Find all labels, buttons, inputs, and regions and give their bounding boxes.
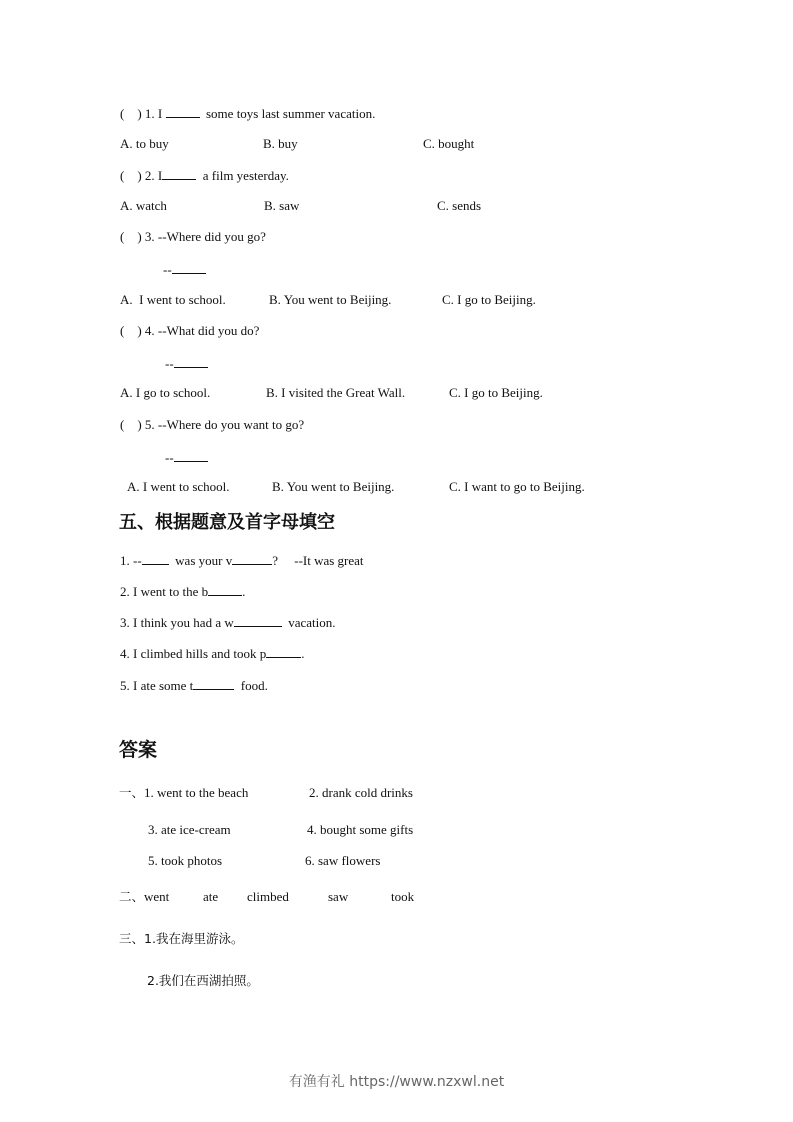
answers-part-1-label: 一、 bbox=[119, 785, 145, 800]
answer-blank[interactable] bbox=[266, 645, 301, 658]
question-1-stem: ( ) 1. I bbox=[120, 106, 166, 121]
answer-item: 6. saw flowers bbox=[305, 853, 381, 868]
fill-item-1 bbox=[120, 552, 364, 569]
question-4: ( ) 4. --What did you do? bbox=[120, 323, 260, 338]
answer-item: 1.我在海里游泳。 bbox=[144, 931, 244, 946]
question-5-reply bbox=[165, 449, 208, 466]
question-2-rest: a film yesterday. bbox=[196, 168, 289, 183]
section-5-title: 五、根据题意及首字母填空 bbox=[119, 512, 335, 533]
question-2 bbox=[120, 167, 289, 184]
answer-item: 3. ate ice-cream bbox=[148, 822, 231, 837]
q4-option-a: A. I go to school. bbox=[120, 385, 211, 400]
q3-option-c: C. I go to Beijing. bbox=[442, 292, 536, 307]
fill-item-2 bbox=[120, 583, 245, 600]
answer-item: 2.我们在西湖拍照。 bbox=[147, 973, 259, 988]
answer-blank[interactable] bbox=[193, 677, 234, 690]
answer-item: 5. took photos bbox=[148, 853, 223, 868]
question-1 bbox=[120, 105, 375, 122]
q2-option-c: C. sends bbox=[437, 198, 482, 213]
q3-option-b: B. You went to Beijing. bbox=[269, 292, 392, 307]
fill-item-text: ? --It was great bbox=[272, 553, 364, 568]
answer-blank[interactable] bbox=[166, 105, 200, 118]
answer-blank[interactable] bbox=[172, 261, 206, 274]
question-3: ( ) 3. --Where did you go? bbox=[120, 229, 266, 244]
answers-part-2 bbox=[119, 889, 169, 905]
answer-blank[interactable] bbox=[234, 614, 282, 627]
answers-part-3-label: 三、 bbox=[119, 931, 145, 946]
answer-blank[interactable] bbox=[174, 449, 208, 462]
question-1-rest: some toys last summer vacation. bbox=[199, 106, 376, 121]
q1-option-c: C. bought bbox=[423, 136, 475, 151]
answers-part-3-row-1 bbox=[119, 931, 243, 947]
fill-item-text: . bbox=[242, 584, 246, 599]
answer-blank[interactable] bbox=[232, 552, 272, 565]
fill-item-4 bbox=[120, 645, 304, 662]
answers-part-1-row-1 bbox=[119, 785, 248, 801]
q4-option-c: C. I go to Beijing. bbox=[449, 385, 543, 400]
answer-blank[interactable] bbox=[142, 552, 169, 565]
answer-word: ate bbox=[203, 889, 219, 904]
footer-watermark: 有渔有礼 https://www.nzxwl.net bbox=[288, 1074, 505, 1090]
answer-blank[interactable] bbox=[174, 355, 208, 368]
q5-option-b: B. You went to Beijing. bbox=[272, 479, 395, 494]
answers-part-2-label: 二、 bbox=[119, 889, 145, 904]
fill-item-5 bbox=[120, 677, 268, 694]
question-4-reply bbox=[165, 355, 208, 372]
reply-dash: -- bbox=[165, 450, 174, 465]
question-3-reply bbox=[163, 261, 206, 278]
q1-option-a: A. to buy bbox=[120, 136, 169, 151]
fill-item-text: 1. -- bbox=[120, 553, 142, 568]
reply-dash: -- bbox=[163, 262, 172, 277]
q1-option-b: B. buy bbox=[263, 136, 298, 151]
q4-option-b: B. I visited the Great Wall. bbox=[266, 385, 406, 400]
fill-item-text: 5. I ate some t bbox=[120, 678, 194, 693]
question-2-stem: ( ) 2. I bbox=[120, 168, 163, 183]
reply-dash: -- bbox=[165, 356, 174, 371]
answer-item: 1. went to the beach bbox=[144, 785, 249, 800]
question-5: ( ) 5. --Where do you want to go? bbox=[120, 417, 305, 432]
q2-option-a: A. watch bbox=[120, 198, 167, 213]
fill-item-text: 3. I think you had a w bbox=[120, 615, 234, 630]
answer-word: went bbox=[144, 889, 170, 904]
fill-item-text: vacation. bbox=[281, 615, 336, 630]
answer-blank[interactable] bbox=[162, 167, 196, 180]
answer-blank[interactable] bbox=[208, 583, 242, 596]
fill-item-3 bbox=[120, 614, 336, 631]
fill-item-text: . bbox=[301, 646, 305, 661]
q5-option-c: C. I want to go to Beijing. bbox=[449, 479, 585, 494]
q2-option-b: B. saw bbox=[264, 198, 300, 213]
fill-item-text: food. bbox=[234, 678, 268, 693]
answer-word: saw bbox=[328, 889, 349, 904]
answers-title: 答案 bbox=[119, 739, 158, 761]
q5-option-a: A. I went to school. bbox=[127, 479, 230, 494]
answer-item: 2. drank cold drinks bbox=[309, 785, 413, 800]
q3-option-a: A. I went to school. bbox=[120, 292, 226, 307]
fill-item-text: was your v bbox=[168, 553, 233, 568]
answer-word: took bbox=[391, 889, 415, 904]
fill-item-text: 2. I went to the b bbox=[120, 584, 209, 599]
answer-item: 4. bought some gifts bbox=[307, 822, 414, 837]
answer-word: climbed bbox=[247, 889, 289, 904]
fill-item-text: 4. I climbed hills and took p bbox=[120, 646, 267, 661]
